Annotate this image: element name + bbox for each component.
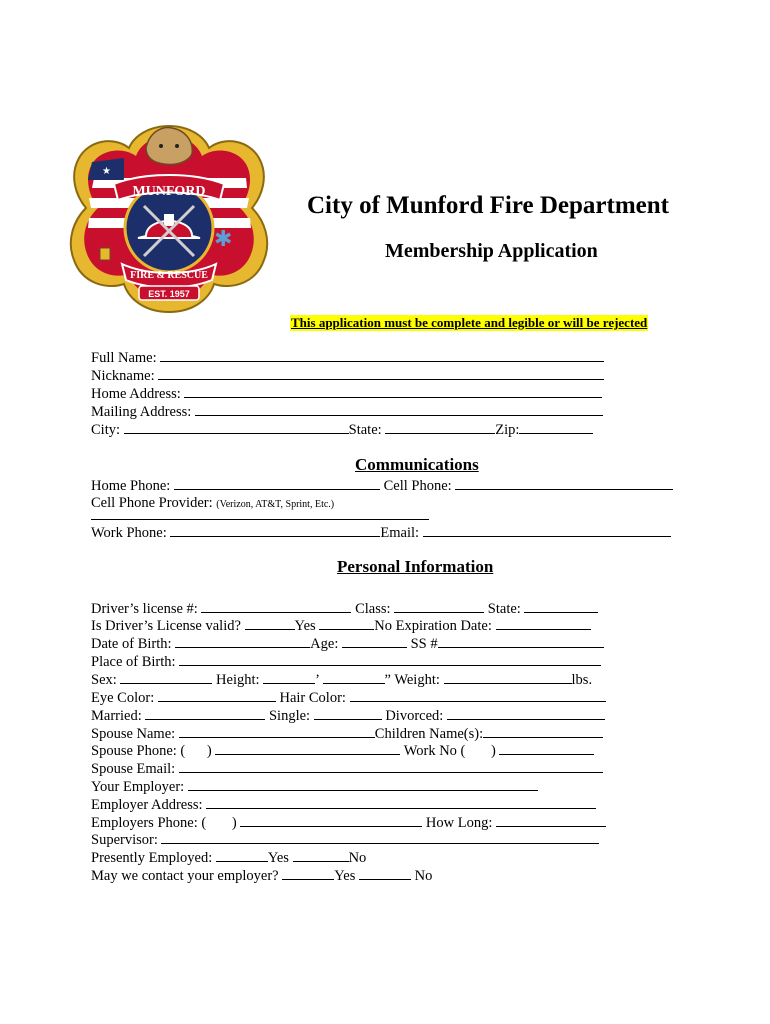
contact-employer-row <box>91 867 432 885</box>
supervisor-label: Supervisor: <box>91 832 158 848</box>
work-no-paren: ) <box>491 743 496 759</box>
communications-heading: Communications <box>355 455 479 474</box>
city-field[interactable] <box>124 421 349 434</box>
mailing-address-label: Mailing Address: <box>91 404 192 420</box>
contact-employer-no-field[interactable] <box>359 867 411 880</box>
height-inches-field[interactable] <box>323 671 385 684</box>
spouse-email-label: Spouse Email: <box>91 761 176 777</box>
presently-employed-no-label: No <box>348 850 367 866</box>
license-valid-label: Is Driver’s License valid? <box>91 618 241 634</box>
svg-text:FIRE & RESCUE: FIRE & RESCUE <box>130 270 208 281</box>
supervisor-row <box>91 831 599 849</box>
license-valid-yes-field[interactable] <box>245 617 295 630</box>
expiration-date-label: No Expiration Date: <box>374 618 492 634</box>
spouse-children-row <box>91 725 603 743</box>
supervisor-field[interactable] <box>161 831 599 844</box>
how-long-label: How Long: <box>425 815 493 831</box>
spouse-phone-label: Spouse Phone: ( <box>91 743 186 759</box>
divorced-field[interactable] <box>447 707 605 720</box>
dob-label: Date of Birth: <box>91 636 172 652</box>
employer-address-label: Employer Address: <box>91 797 203 813</box>
city-label: City: <box>91 422 121 438</box>
home-phone-row <box>91 477 673 495</box>
munford-fire-rescue-logo <box>64 118 274 318</box>
employer-address-row <box>91 796 596 814</box>
married-field[interactable] <box>145 707 265 720</box>
star-of-life-icon: ✱ <box>214 227 233 252</box>
class-label: Class: <box>355 601 391 617</box>
class-field[interactable] <box>394 600 484 613</box>
age-label: Age: <box>310 636 339 652</box>
cell-provider-field[interactable] <box>91 507 429 520</box>
full-name-field[interactable] <box>160 349 604 362</box>
work-phone-row <box>91 524 671 542</box>
home-address-row <box>91 385 602 403</box>
full-name-row <box>91 349 604 367</box>
work-no-label: Work No ( <box>403 743 466 759</box>
contact-employer-label: May we contact your employer? <box>91 868 279 884</box>
license-valid-no-field[interactable] <box>319 617 374 630</box>
employers-phone-label: Employers Phone: ( <box>91 815 207 831</box>
drivers-license-field[interactable] <box>201 600 351 613</box>
license-valid-yes-label: Yes <box>294 618 316 634</box>
height-feet-field[interactable] <box>263 671 315 684</box>
marital-row <box>91 707 605 725</box>
page-subtitle: Membership Application <box>385 240 598 262</box>
home-address-label: Home Address: <box>91 386 181 402</box>
height-label: Height: <box>216 672 260 688</box>
eye-color-label: Eye Color: <box>91 690 155 706</box>
svg-text:★: ★ <box>102 166 111 177</box>
dob-row <box>91 635 604 653</box>
eye-hair-row <box>91 689 606 707</box>
cell-provider-line-row <box>91 507 429 525</box>
how-long-field[interactable] <box>496 814 606 827</box>
employer-address-field[interactable] <box>206 796 596 809</box>
spouse-name-field[interactable] <box>179 725 375 738</box>
employers-phone-field[interactable] <box>240 814 422 827</box>
weight-field[interactable] <box>444 671 572 684</box>
svg-text:MUNFORD: MUNFORD <box>132 184 206 199</box>
drivers-license-label: Driver’s license #: <box>91 601 198 617</box>
contact-employer-yes-field[interactable] <box>282 867 334 880</box>
city-row <box>91 421 593 439</box>
spouse-phone-field[interactable] <box>215 742 400 755</box>
mailing-address-field[interactable] <box>195 403 603 416</box>
ss-field[interactable] <box>438 635 604 648</box>
employers-phone-row <box>91 814 606 832</box>
work-phone-field[interactable] <box>170 524 380 537</box>
email-label: Email: <box>380 525 420 541</box>
employer-row <box>91 778 538 796</box>
work-phone-label: Work Phone: <box>91 525 167 541</box>
lbs-label: lbs. <box>571 672 593 688</box>
license-state-field[interactable] <box>524 600 598 613</box>
married-label: Married: <box>91 708 142 724</box>
license-state-label: State: <box>487 601 521 617</box>
spouse-name-label: Spouse Name: <box>91 726 176 742</box>
cell-phone-label: Cell Phone: <box>383 478 452 494</box>
sex-height-weight-row <box>91 671 592 689</box>
your-employer-field[interactable] <box>188 778 538 791</box>
zip-field[interactable] <box>519 421 593 434</box>
single-field[interactable] <box>314 707 382 720</box>
divorced-label: Divorced: <box>385 708 444 724</box>
state-field[interactable] <box>385 421 495 434</box>
spouse-email-field[interactable] <box>179 760 603 773</box>
contact-employer-yes-label: Yes <box>334 868 356 884</box>
presently-employed-yes-field[interactable] <box>216 849 268 862</box>
hair-color-label: Hair Color: <box>279 690 346 706</box>
zip-label: Zip: <box>495 422 520 438</box>
cell-provider-hint: (Verizon, AT&T, Sprint, Etc.) <box>216 499 335 510</box>
presently-employed-yes-label: Yes <box>267 850 289 866</box>
presently-employed-no-field[interactable] <box>293 849 349 862</box>
state-label: State: <box>348 422 382 438</box>
sex-label: Sex: <box>91 672 117 688</box>
home-address-field[interactable] <box>184 385 602 398</box>
rejection-warning: This application must be complete and legible or will be rejected <box>291 315 648 330</box>
page-title: City of Munford Fire Department <box>307 192 669 219</box>
place-of-birth-label: Place of Birth: <box>91 654 176 670</box>
work-no-field[interactable] <box>499 742 594 755</box>
employers-phone-paren: ) <box>231 815 237 831</box>
mailing-address-row <box>91 403 603 421</box>
dob-field[interactable] <box>175 635 310 648</box>
expiration-date-field[interactable] <box>496 617 591 630</box>
home-phone-label: Home Phone: <box>91 478 171 494</box>
drivers-license-row <box>91 600 598 618</box>
eye-color-field[interactable] <box>158 689 276 702</box>
spouse-email-row <box>91 760 603 778</box>
nickname-field[interactable] <box>158 367 604 380</box>
svg-text:EST. 1957: EST. 1957 <box>148 289 190 299</box>
place-of-birth-field[interactable] <box>179 653 601 666</box>
children-names-field[interactable] <box>483 725 603 738</box>
nickname-label: Nickname: <box>91 368 155 384</box>
children-names-label: Children Name(s): <box>374 726 484 742</box>
your-employer-label: Your Employer: <box>91 779 185 795</box>
presently-employed-label: Presently Employed: <box>91 850 213 866</box>
hair-color-field[interactable] <box>350 689 606 702</box>
age-field[interactable] <box>342 635 407 648</box>
license-valid-row <box>91 617 591 635</box>
place-of-birth-row <box>91 653 601 671</box>
sex-field[interactable] <box>120 671 212 684</box>
weight-label: ” Weight: <box>384 672 440 688</box>
contact-employer-no-label: No <box>414 868 433 884</box>
feet-mark: ’ <box>315 672 319 688</box>
ss-label: SS # <box>410 636 438 652</box>
single-label: Single: <box>268 708 311 724</box>
spouse-phone-paren: ) <box>206 743 212 759</box>
nickname-row <box>91 367 604 385</box>
presently-employed-row <box>91 849 366 867</box>
personal-info-heading: Personal Information <box>337 557 494 576</box>
cell-provider-label: Cell Phone Provider: <box>91 495 213 511</box>
spouse-phone-row <box>91 742 594 760</box>
email-field[interactable] <box>423 524 671 537</box>
full-name-label: Full Name: <box>91 350 157 366</box>
home-phone-field[interactable] <box>174 477 380 490</box>
cell-phone-field[interactable] <box>455 477 673 490</box>
